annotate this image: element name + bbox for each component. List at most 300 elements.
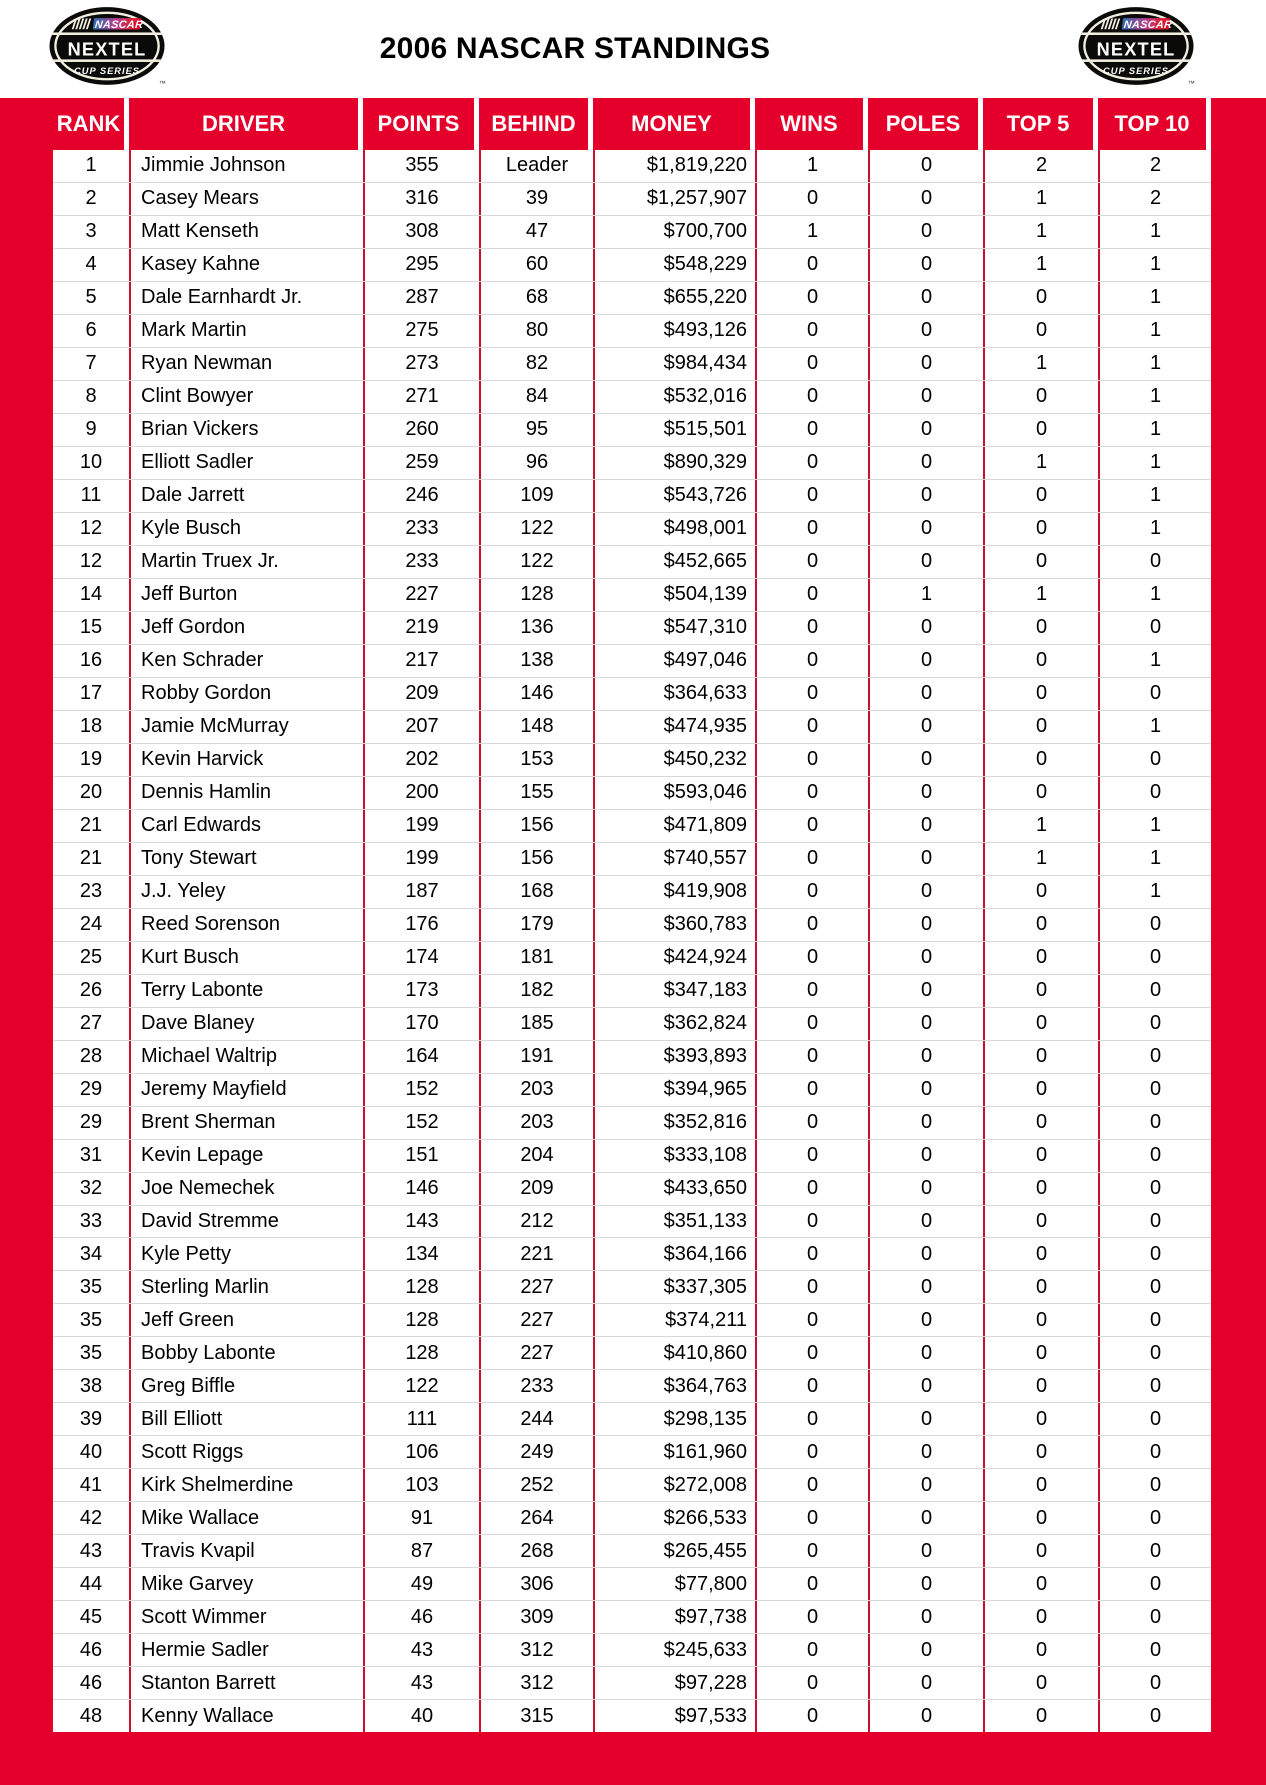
driver-cell: Jeff Green [129, 1304, 363, 1336]
poles-cell: 0 [868, 150, 983, 182]
money-cell: $272,008 [593, 1469, 755, 1501]
behind-cell: 153 [479, 744, 593, 776]
wins-cell: 0 [755, 1140, 868, 1172]
behind-cell: 227 [479, 1304, 593, 1336]
driver-cell: Kyle Petty [129, 1238, 363, 1270]
wins-cell: 0 [755, 1634, 868, 1666]
driver-cell: Bobby Labonte [129, 1337, 363, 1369]
driver-cell: Greg Biffle [129, 1370, 363, 1402]
table-row [53, 1074, 1211, 1107]
table-row [53, 1107, 1211, 1140]
top5-cell: 0 [983, 777, 1098, 809]
money-cell: $161,960 [593, 1436, 755, 1468]
points-cell: 287 [363, 282, 479, 314]
top5-cell: 0 [983, 1601, 1098, 1633]
money-cell: $532,016 [593, 381, 755, 413]
points-cell: 217 [363, 645, 479, 677]
money-cell: $97,228 [593, 1667, 755, 1699]
table-row [53, 1700, 1211, 1732]
driver-cell: Matt Kenseth [129, 216, 363, 248]
top5-cell: 0 [983, 942, 1098, 974]
wins-cell: 0 [755, 810, 868, 842]
behind-cell: 68 [479, 282, 593, 314]
behind-cell: 109 [479, 480, 593, 512]
poles-cell: 0 [868, 249, 983, 281]
rank-cell: 33 [79, 1209, 103, 1232]
points-cell: 174 [363, 942, 479, 974]
poles-cell: 0 [868, 1634, 983, 1666]
column-header-wins: WINS [755, 98, 868, 150]
behind-cell: 179 [479, 909, 593, 941]
behind-cell: 95 [479, 414, 593, 446]
driver-cell: Kyle Busch [129, 513, 363, 545]
top5-cell: 1 [983, 579, 1098, 611]
top5-cell: 0 [983, 1502, 1098, 1534]
top5-cell: 0 [983, 744, 1098, 776]
table-row [53, 1535, 1211, 1568]
top10-cell: 1 [1098, 315, 1211, 347]
poles-cell: 0 [868, 1436, 983, 1468]
column-header-rank: RANK [0, 98, 129, 150]
money-cell: $498,001 [593, 513, 755, 545]
behind-cell: 181 [479, 942, 593, 974]
page-header [0, 0, 1266, 98]
table-row [53, 447, 1211, 480]
rank-cell: 21 [79, 814, 103, 837]
table-row [53, 1271, 1211, 1304]
money-cell: $265,455 [593, 1535, 755, 1567]
points-cell: 151 [363, 1140, 479, 1172]
table-row [53, 1436, 1211, 1469]
points-cell: 275 [363, 315, 479, 347]
driver-cell: Jeff Gordon [129, 612, 363, 644]
top10-cell: 0 [1098, 942, 1211, 974]
points-cell: 227 [363, 579, 479, 611]
top10-cell: 1 [1098, 282, 1211, 314]
top10-cell: 0 [1098, 1008, 1211, 1040]
table-row [53, 414, 1211, 447]
standings-table [0, 98, 1266, 1785]
top10-cell: 1 [1098, 249, 1211, 281]
wins-cell: 0 [755, 975, 868, 1007]
money-cell: $474,935 [593, 711, 755, 743]
points-cell: 40 [363, 1700, 479, 1732]
wins-cell: 0 [755, 480, 868, 512]
poles-cell: 0 [868, 1074, 983, 1106]
poles-cell: 0 [868, 942, 983, 974]
top5-cell: 0 [983, 315, 1098, 347]
wins-cell: 0 [755, 1173, 868, 1205]
table-row [53, 678, 1211, 711]
table-row [53, 744, 1211, 777]
driver-cell: Hermie Sadler [129, 1634, 363, 1666]
points-cell: 103 [363, 1469, 479, 1501]
top5-cell: 0 [983, 1469, 1098, 1501]
driver-cell: Elliott Sadler [129, 447, 363, 479]
poles-cell: 0 [868, 810, 983, 842]
wins-cell: 0 [755, 315, 868, 347]
rank-cell: 16 [79, 649, 103, 672]
driver-cell: Jimmie Johnson [129, 150, 363, 182]
table-row [53, 1238, 1211, 1271]
top5-cell: 0 [983, 909, 1098, 941]
behind-cell: 122 [479, 513, 593, 545]
rank-cell: 46 [79, 1671, 103, 1694]
money-cell: $97,738 [593, 1601, 755, 1633]
poles-cell: 0 [868, 1337, 983, 1369]
money-cell: $433,650 [593, 1173, 755, 1205]
table-row [53, 150, 1211, 183]
poles-cell: 0 [868, 480, 983, 512]
points-cell: 202 [363, 744, 479, 776]
wins-cell: 0 [755, 546, 868, 578]
points-cell: 295 [363, 249, 479, 281]
top10-cell: 0 [1098, 1535, 1211, 1567]
behind-cell: 136 [479, 612, 593, 644]
top10-cell: 0 [1098, 678, 1211, 710]
money-cell: $298,135 [593, 1403, 755, 1435]
top5-cell: 0 [983, 678, 1098, 710]
money-cell: $700,700 [593, 216, 755, 248]
driver-cell: Mike Wallace [129, 1502, 363, 1534]
money-cell: $504,139 [593, 579, 755, 611]
driver-cell: Dennis Hamlin [129, 777, 363, 809]
points-cell: 260 [363, 414, 479, 446]
wins-cell: 0 [755, 1271, 868, 1303]
poles-cell: 1 [868, 579, 983, 611]
wins-cell: 0 [755, 447, 868, 479]
rank-cell: 43 [79, 1539, 103, 1562]
poles-cell: 0 [868, 1370, 983, 1402]
behind-cell: 82 [479, 348, 593, 380]
table-row [53, 975, 1211, 1008]
rank-cell: 6 [85, 319, 97, 342]
behind-cell: 212 [479, 1206, 593, 1238]
points-cell: 128 [363, 1304, 479, 1336]
money-cell: $245,633 [593, 1634, 755, 1666]
driver-cell: Kenny Wallace [129, 1700, 363, 1732]
top10-cell: 0 [1098, 1271, 1211, 1303]
behind-cell: 155 [479, 777, 593, 809]
top10-cell: 1 [1098, 348, 1211, 380]
table-row [53, 282, 1211, 315]
money-cell: $77,800 [593, 1568, 755, 1600]
top5-cell: 0 [983, 1206, 1098, 1238]
behind-cell: 182 [479, 975, 593, 1007]
top5-cell: 1 [983, 348, 1098, 380]
top5-cell: 0 [983, 612, 1098, 644]
behind-cell: 204 [479, 1140, 593, 1172]
rank-cell: 48 [79, 1704, 103, 1727]
behind-cell: 168 [479, 876, 593, 908]
table-body [53, 150, 1211, 1732]
top10-cell: 0 [1098, 612, 1211, 644]
column-header-money: MONEY [593, 98, 755, 150]
behind-cell: 146 [479, 678, 593, 710]
column-header-points: POINTS [363, 98, 479, 150]
behind-cell: 221 [479, 1238, 593, 1270]
driver-cell: J.J. Yeley [129, 876, 363, 908]
top5-cell: 1 [983, 216, 1098, 248]
poles-cell: 0 [868, 1535, 983, 1567]
top5-cell: 0 [983, 1667, 1098, 1699]
wins-cell: 0 [755, 1403, 868, 1435]
behind-cell: 203 [479, 1074, 593, 1106]
table-row [53, 1140, 1211, 1173]
behind-cell: 227 [479, 1337, 593, 1369]
driver-cell: Stanton Barrett [129, 1667, 363, 1699]
table-row [53, 183, 1211, 216]
rank-cell: 31 [79, 1144, 103, 1167]
top10-cell: 0 [1098, 975, 1211, 1007]
wins-cell: 0 [755, 183, 868, 215]
rank-cell: 42 [79, 1506, 103, 1529]
points-cell: 207 [363, 711, 479, 743]
wins-cell: 0 [755, 1535, 868, 1567]
poles-cell: 0 [868, 612, 983, 644]
table-row [53, 612, 1211, 645]
behind-cell: 156 [479, 810, 593, 842]
rank-cell: 35 [79, 1275, 103, 1298]
poles-cell: 0 [868, 744, 983, 776]
wins-cell: 0 [755, 1074, 868, 1106]
money-cell: $497,046 [593, 645, 755, 677]
top10-cell: 0 [1098, 744, 1211, 776]
top5-cell: 0 [983, 1173, 1098, 1205]
behind-cell: 312 [479, 1634, 593, 1666]
top5-cell: 0 [983, 480, 1098, 512]
behind-cell: 138 [479, 645, 593, 677]
rank-cell: 19 [79, 748, 103, 771]
money-cell: $333,108 [593, 1140, 755, 1172]
top5-cell: 0 [983, 876, 1098, 908]
rank-cell: 41 [79, 1473, 103, 1496]
rank-cell: 29 [79, 1078, 103, 1101]
rank-cell: 11 [80, 484, 102, 507]
rank-cell: 20 [79, 781, 103, 804]
behind-cell: 315 [479, 1700, 593, 1732]
column-header-driver: DRIVER [129, 98, 363, 150]
wins-cell: 0 [755, 942, 868, 974]
driver-cell: Dave Blaney [129, 1008, 363, 1040]
points-cell: 49 [363, 1568, 479, 1600]
rank-cell: 2 [85, 187, 97, 210]
behind-cell: 47 [479, 216, 593, 248]
driver-cell: Travis Kvapil [129, 1535, 363, 1567]
driver-cell: Kasey Kahne [129, 249, 363, 281]
top10-cell: 1 [1098, 876, 1211, 908]
points-cell: 308 [363, 216, 479, 248]
behind-cell: 244 [479, 1403, 593, 1435]
top5-cell: 0 [983, 282, 1098, 314]
rank-cell: 46 [79, 1638, 103, 1661]
top10-cell: 0 [1098, 777, 1211, 809]
money-cell: $394,965 [593, 1074, 755, 1106]
wins-cell: 0 [755, 282, 868, 314]
rank-cell: 17 [79, 682, 103, 705]
money-cell: $347,183 [593, 975, 755, 1007]
money-cell: $364,763 [593, 1370, 755, 1402]
poles-cell: 0 [868, 777, 983, 809]
top10-cell: 1 [1098, 645, 1211, 677]
driver-cell: Terry Labonte [129, 975, 363, 1007]
top10-cell: 0 [1098, 1107, 1211, 1139]
money-cell: $655,220 [593, 282, 755, 314]
top5-cell: 0 [983, 1568, 1098, 1600]
points-cell: 199 [363, 843, 479, 875]
top10-cell: 0 [1098, 1074, 1211, 1106]
top10-cell: 1 [1098, 414, 1211, 446]
column-header-top10: TOP 10 [1098, 98, 1211, 150]
behind-cell: 312 [479, 1667, 593, 1699]
top10-cell: 0 [1098, 1568, 1211, 1600]
poles-cell: 0 [868, 645, 983, 677]
driver-cell: Sterling Marlin [129, 1271, 363, 1303]
table-row [53, 1634, 1211, 1667]
top10-cell: 0 [1098, 1173, 1211, 1205]
poles-cell: 0 [868, 315, 983, 347]
wins-cell: 0 [755, 1601, 868, 1633]
table-row [53, 1206, 1211, 1239]
behind-cell: 227 [479, 1271, 593, 1303]
money-cell: $351,133 [593, 1206, 755, 1238]
behind-cell: 252 [479, 1469, 593, 1501]
money-cell: $352,816 [593, 1107, 755, 1139]
wins-cell: 0 [755, 579, 868, 611]
poles-cell: 0 [868, 216, 983, 248]
rank-cell: 9 [85, 418, 97, 441]
driver-cell: Kirk Shelmerdine [129, 1469, 363, 1501]
behind-cell: Leader [479, 150, 593, 182]
top10-cell: 1 [1098, 843, 1211, 875]
rank-cell: 35 [79, 1341, 103, 1364]
poles-cell: 0 [868, 1041, 983, 1073]
points-cell: 143 [363, 1206, 479, 1238]
rank-cell: 28 [79, 1045, 103, 1068]
top10-cell: 0 [1098, 546, 1211, 578]
rank-cell: 34 [79, 1242, 103, 1265]
wins-cell: 0 [755, 1206, 868, 1238]
wins-cell: 0 [755, 612, 868, 644]
driver-cell: Mark Martin [129, 315, 363, 347]
poles-cell: 0 [868, 843, 983, 875]
top5-cell: 0 [983, 1271, 1098, 1303]
table-row [53, 711, 1211, 744]
behind-cell: 268 [479, 1535, 593, 1567]
wins-cell: 0 [755, 414, 868, 446]
top5-cell: 2 [983, 150, 1098, 182]
driver-cell: Scott Wimmer [129, 1601, 363, 1633]
rank-cell: 44 [79, 1572, 103, 1595]
money-cell: $266,533 [593, 1502, 755, 1534]
top10-cell: 0 [1098, 1634, 1211, 1666]
points-cell: 233 [363, 513, 479, 545]
top5-cell: 1 [983, 183, 1098, 215]
top5-cell: 0 [983, 414, 1098, 446]
top10-cell: 0 [1098, 1601, 1211, 1633]
wins-cell: 1 [755, 150, 868, 182]
wins-cell: 0 [755, 744, 868, 776]
money-cell: $493,126 [593, 315, 755, 347]
behind-cell: 249 [479, 1436, 593, 1468]
table-row [53, 876, 1211, 909]
wins-cell: 0 [755, 1469, 868, 1501]
top10-cell: 0 [1098, 1140, 1211, 1172]
top5-cell: 0 [983, 1238, 1098, 1270]
poles-cell: 0 [868, 1304, 983, 1336]
behind-cell: 185 [479, 1008, 593, 1040]
top5-cell: 0 [983, 1140, 1098, 1172]
rank-cell: 27 [79, 1012, 103, 1035]
top10-cell: 0 [1098, 1041, 1211, 1073]
wins-cell: 0 [755, 1502, 868, 1534]
rank-cell: 25 [79, 946, 103, 969]
poles-cell: 0 [868, 1173, 983, 1205]
points-cell: 273 [363, 348, 479, 380]
top5-cell: 1 [983, 843, 1098, 875]
rank-cell: 26 [79, 979, 103, 1002]
nextel-cup-series-logo [1078, 6, 1196, 88]
poles-cell: 0 [868, 1568, 983, 1600]
top5-cell: 0 [983, 513, 1098, 545]
wins-cell: 0 [755, 876, 868, 908]
table-row [53, 843, 1211, 876]
top5-cell: 0 [983, 1041, 1098, 1073]
top10-cell: 1 [1098, 216, 1211, 248]
top10-cell: 0 [1098, 1436, 1211, 1468]
top5-cell: 1 [983, 447, 1098, 479]
money-cell: $362,824 [593, 1008, 755, 1040]
points-cell: 271 [363, 381, 479, 413]
behind-cell: 80 [479, 315, 593, 347]
wins-cell: 0 [755, 1041, 868, 1073]
top10-cell: 1 [1098, 810, 1211, 842]
wins-cell: 0 [755, 777, 868, 809]
points-cell: 200 [363, 777, 479, 809]
wins-cell: 0 [755, 843, 868, 875]
behind-cell: 122 [479, 546, 593, 578]
table-row [53, 348, 1211, 381]
top5-cell: 0 [983, 1337, 1098, 1369]
money-cell: $419,908 [593, 876, 755, 908]
money-cell: $1,257,907 [593, 183, 755, 215]
points-cell: 128 [363, 1337, 479, 1369]
table-row [53, 942, 1211, 975]
driver-cell: Jamie McMurray [129, 711, 363, 743]
top10-cell: 1 [1098, 579, 1211, 611]
top10-cell: 0 [1098, 1304, 1211, 1336]
table-row [53, 1304, 1211, 1337]
driver-cell: Brian Vickers [129, 414, 363, 446]
points-cell: 199 [363, 810, 479, 842]
points-cell: 152 [363, 1107, 479, 1139]
driver-cell: David Stremme [129, 1206, 363, 1238]
rank-cell: 3 [85, 220, 97, 243]
top10-cell: 0 [1098, 1502, 1211, 1534]
poles-cell: 0 [868, 876, 983, 908]
points-cell: 316 [363, 183, 479, 215]
rank-cell: 12 [79, 550, 103, 573]
money-cell: $337,305 [593, 1271, 755, 1303]
rank-cell: 15 [79, 616, 103, 639]
top10-cell: 0 [1098, 1700, 1211, 1732]
behind-cell: 309 [479, 1601, 593, 1633]
money-cell: $543,726 [593, 480, 755, 512]
points-cell: 134 [363, 1238, 479, 1270]
money-cell: $374,211 [593, 1304, 755, 1336]
rank-cell: 10 [79, 451, 103, 474]
table-row [53, 546, 1211, 579]
